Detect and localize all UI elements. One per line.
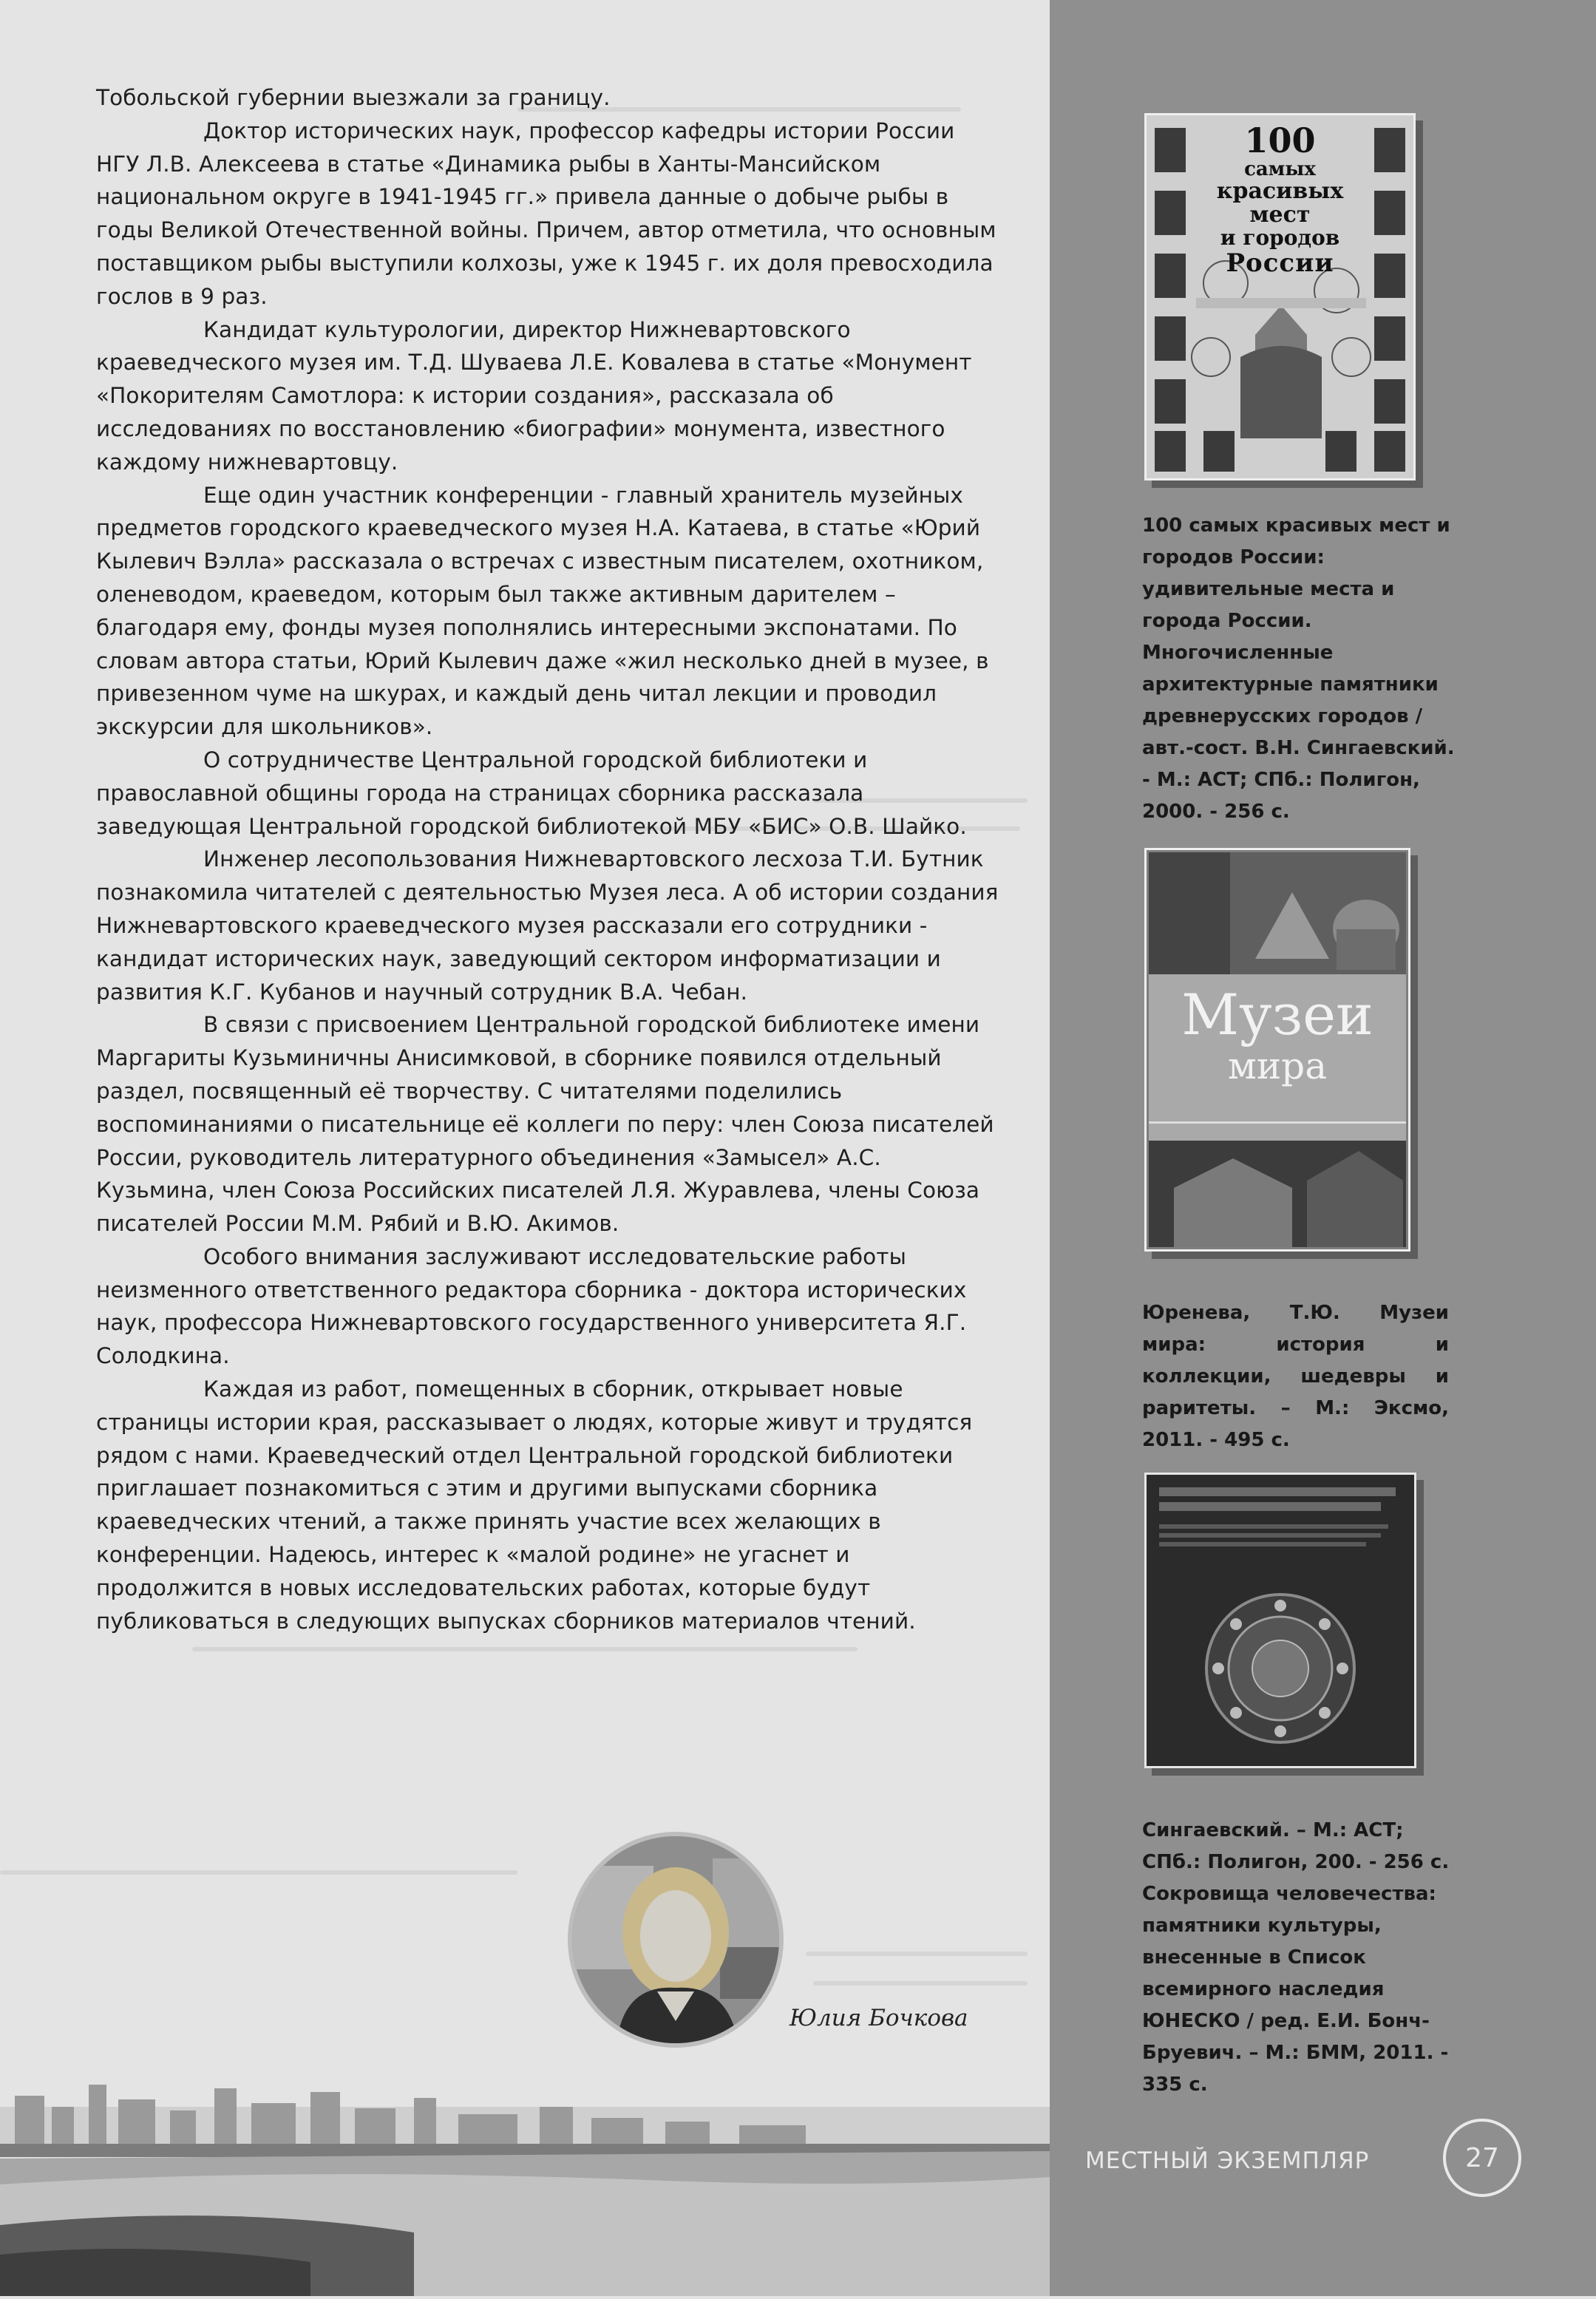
cover-title-line: мест bbox=[1249, 202, 1311, 228]
cover-title-block bbox=[1189, 122, 1371, 277]
article-body bbox=[96, 81, 1002, 1637]
author-portrait bbox=[568, 1832, 784, 2048]
book-caption-2: Юренева, Т.Ю. Музеи мира: история и коллекции, шедевры и раритеты. – М.: Эксмо, 2011. - 495 с. bbox=[1142, 1302, 1449, 1451]
book-cover-100-places bbox=[1144, 113, 1416, 480]
cover-title-line: самых bbox=[1244, 158, 1316, 180]
city-river-photo bbox=[0, 2055, 1050, 2296]
book-cover-treasures-of-humanity bbox=[1144, 1473, 1416, 1768]
paragraph: Каждая из работ, помещенных в сборник, открывает новые страницы истории края, рассказывает о людях, которые живут и трудятся рядом с нами. Краеведческий отдел Центральной городской библиотеки приглашает познакомиться с этим и другими выпусками сборника краеведческих чтений, а также принять участие всех желающих в конференции. Надеюсь, интерес к «малой родине» не угаснет и продолжится в новых исследовательских работах, которые будут публиковаться в следующих выпусках сборников материалов чтений. bbox=[96, 1376, 973, 1634]
cover-title-line: мира bbox=[1227, 1045, 1328, 1087]
book-caption-3: Сингаевский. – М.: АСТ; СПб.: Полигон, 200. - 256 с. Сокровища человечества: памятники культуры, внесенные в Список всемирного наследия ЮНЕСКО / ред. Е.И. Бонч-Бруевич. – М.: БММ, 2011. - 335 с. bbox=[1142, 1819, 1450, 2096]
book-cover-museums-of-world bbox=[1144, 848, 1410, 1252]
publication-title: МЕСТНЫЙ ЭКЗЕМПЛЯР bbox=[1085, 2147, 1370, 2174]
cover-title-line: красивых bbox=[1216, 178, 1344, 204]
paragraph: Тобольской губернии выезжали за границу. bbox=[96, 85, 611, 110]
cover-title-line: 100 bbox=[1244, 120, 1316, 160]
paragraph: О сотрудничестве Центральной городской библиотеки и православной общины города на страницах сборника рассказала заведующая Центральной городской библиотекой МБУ «БИС» О.В. Шайко. bbox=[96, 747, 967, 839]
cover-title-line: и городов bbox=[1220, 225, 1340, 250]
paragraph: Особого внимания заслуживают исследовательские работы неизменного ответственного редактора сборника - доктора исторических наук, профессора Нижневартовского государственного университета Я.Г. Солодкина. bbox=[96, 1243, 967, 1369]
paragraph: В связи с присвоением Центральной городской библиотеке имени Маргариты Кузьминичны Анисимковой, в сборнике появился отдельный раздел, посвященный её творчеству. С читателями поделились воспоминаниями о писательнице её коллеги по перу: член Союза писателей России, руководитель литературного объединения «Замысел» А.С. Кузьмина, член Союза Российских писателей Л.Я. Журавлева, члены Союза писателей России М.М. Рябий и В.Ю. Акимов. bbox=[96, 1012, 994, 1237]
cover-title-line: России bbox=[1226, 248, 1334, 278]
paragraph: Доктор исторических наук, профессор кафедры истории России НГУ Л.В. Алексеева в статье «Динамика рыбы в Ханты-Мансийском национальном округе в 1941-1945 гг.» привела данные о добыче рыбы в годы Великой Отечественной войны. Причем, автор отметила, что основным поставщиком рыбы выступили колхозы, уже к 1945 г. их доля превосходила гослов в 9 раз. bbox=[96, 118, 996, 309]
author-signature: Юлия Бочкова bbox=[789, 2005, 968, 2031]
page-number: 27 bbox=[1443, 2119, 1521, 2197]
book-caption-1: 100 самых красивых мест и городов России: удивительные места и города России. Многочисленные архитектурные памятники древнерусских городов / авт.-сост. В.Н. Сингаевский. - М.: АСТ; СПб.: Полигон, 2000. - 256 с. bbox=[1142, 515, 1455, 823]
paragraph: Еще один участник конференции - главный хранитель музейных предметов городского краеведческого музея Н.А. Катаева, в статье «Юрий Кылевич Вэлла» рассказала о встречах с известным писателем, охотником, оленеводом, краеведом, которым был также активным дарителем – благодаря ему, фонды музея пополнялись интересными экспонатами. По словам автора статьи, Юрий Кылевич даже «жил несколько дней в музее, в привезенном чуме на шкурах, и каждый день читал лекции и проводил экскурсии для школьников». bbox=[96, 482, 989, 740]
cover-title-block bbox=[1144, 982, 1410, 1087]
paragraph: Кандидат культурологии, директор Нижневартовского краеведческого музея им. Т.Д. Шуваева Л.Е. Ковалева в статье «Монумент «Покорителям Самотлора: к истории создания», рассказала об исследованиях по восстановлению «биографии» монумента, известного каждому нижневартовцу. bbox=[96, 316, 972, 475]
paragraph: Инженер лесопользования Нижневартовского лесхоза Т.И. Бутник познакомила читателей с деятельностью Музея леса. А об истории создания Нижневартовского краеведческого музея рассказали его сотрудники - кандидат исторических наук, заведующий сектором информатизации и развития К.Г. Кубанов и научный сотрудник В.А. Чебан. bbox=[96, 846, 999, 1005]
cover-title-line: Музеи bbox=[1181, 982, 1373, 1047]
